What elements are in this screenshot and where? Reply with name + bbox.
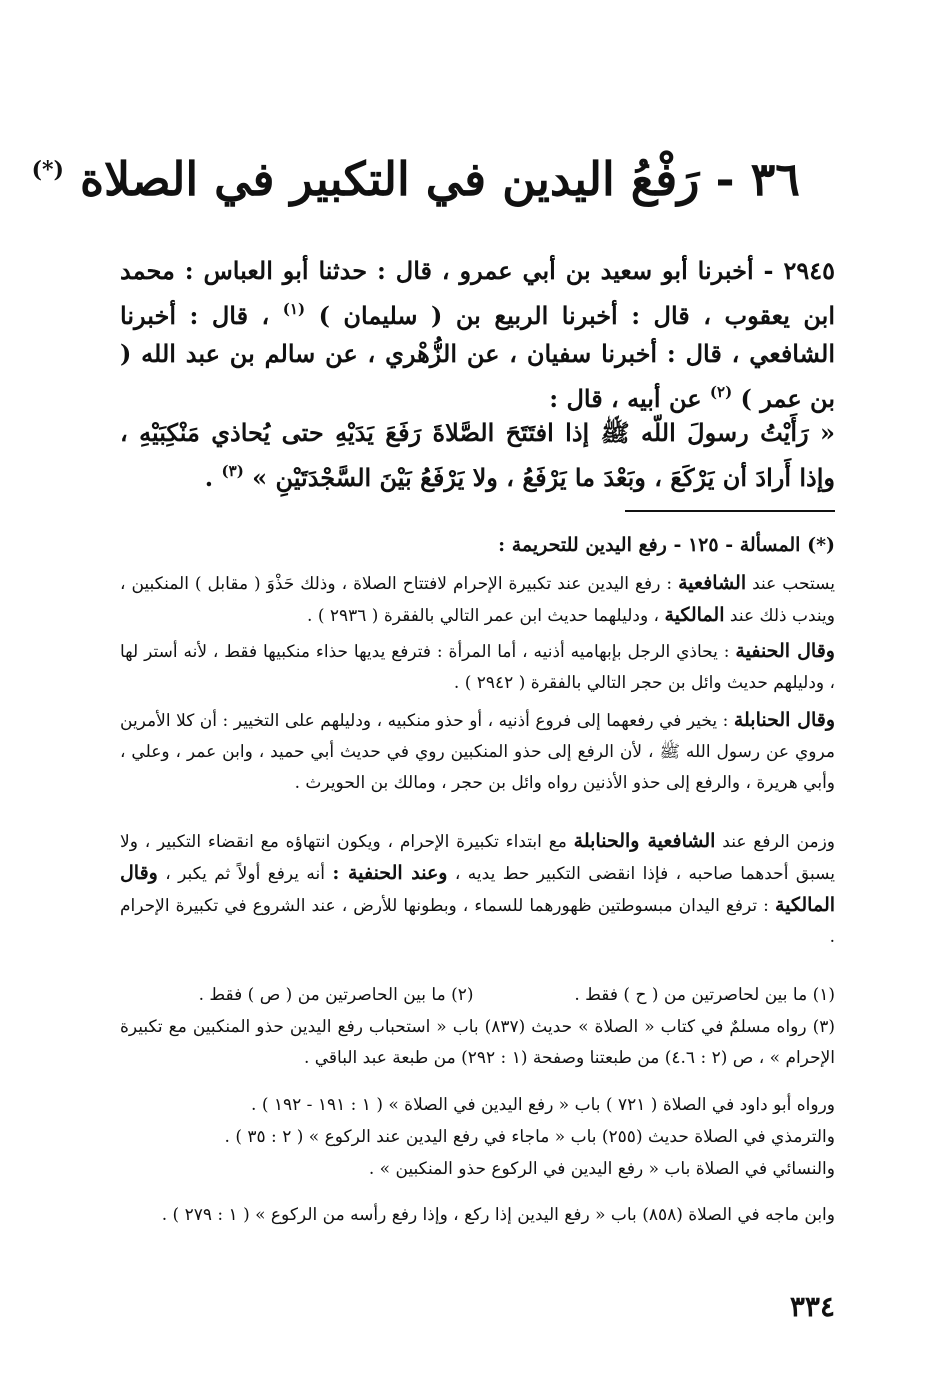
footnote-2: (٢) ما بين الحاصرتين من ( ص ) فقط . bbox=[198, 985, 474, 1005]
note-paragraph-timing bbox=[120, 826, 835, 953]
footnotes-1-2 bbox=[120, 980, 835, 1011]
school-name: وقال المالكية bbox=[120, 862, 836, 916]
note-text: وزمن الرفع عند bbox=[722, 832, 835, 852]
school-name: وقال الحنفية bbox=[735, 640, 835, 662]
note-paragraph-hanafi bbox=[120, 636, 835, 699]
footnote-3-nasai: والنسائي في الصلاة باب « رفع اليدين في الركوع حذو المنكبين » . bbox=[368, 1159, 835, 1179]
footnote-3-tirmidhi: والترمذي في الصلاة حديث (٢٥٥) باب « ماجاء في رفع اليدين عند الركوع » ( ٢ : ٣٥ ) . bbox=[224, 1127, 835, 1147]
note-text: : يخير في رفعهما إلى فروع أذنيه ، أو حذو منكبيه ، ودليلهم على التخيير : أن كلا الأمرين مروي عن رسول الله ﷺ ، لأن الرفع إلى حذو المنكبين روي في حديث أبي حميد ، وابن عمر ، وعلي ، وأبي هريرة ، والرفع إلى حذو الأذنين رواه وائل بن حجر ، ومالك بن الحويرث . bbox=[120, 711, 835, 793]
chapter-title bbox=[31, 140, 800, 209]
footnote-divider bbox=[625, 510, 835, 512]
note-text: : رفع اليدين عند تكبيرة الإحرام لافتتاح الصلاة ، وذلك حَذْوَ ( مقابل ) المنكبين ، ويندب ذلك عند bbox=[120, 574, 835, 626]
note-text: : ترفع اليدان مبسوطتين ظهورهما للسماء ، وبطونها للأرض ، عند الشروع في تكبيرة الإحرام . bbox=[120, 896, 835, 947]
note-text: يستحب عند bbox=[752, 574, 835, 594]
note-text: : يحاذي الرجل بإبهاميه أذنيه ، أما المرأة : فترفع يديها حذاء منكبيها فقط ، لأنه أستر لها ، ودليلهم حديث وائل بن حجر التالي بالفقرة ( ٢٩٤٢ ) . bbox=[120, 642, 835, 693]
hadith-chain-part-1: ٢٩٤٥ - أخبرنا أبو سعيد بن أبي عمرو ، قال : حدثنا أبو العباس : محمد ابن يعقوب ، قال : أخبرنا الربيع بن ( سليمان ) bbox=[120, 256, 836, 330]
school-name: وعند الحنفية : bbox=[332, 862, 448, 884]
footnote-3: (٣) رواه مسلمٌ في كتاب « الصلاة » حديث (٨٣٧) باب « استحباب رفع اليدين حذو المنكبين مع تكبيرة الإحرام » ، ص (٢ : ٤.٦) من طبعتنا وصفحة (١ : ٢٩٢) من طبعة عبد الباقي . bbox=[120, 1017, 836, 1068]
note-paragraph-shafii bbox=[120, 568, 835, 632]
hadith-chain bbox=[120, 252, 835, 418]
hadith-text bbox=[120, 414, 835, 497]
hadith-quote-end: . bbox=[204, 463, 214, 492]
note-text: أنه يرفع أولاً ثم يكبر ، bbox=[165, 864, 325, 884]
hadith-chain-part-2: ، قال : أخبرنا الشافعي ، قال : أخبرنا سفيان ، عن الزُّهْري ، عن سالم بن عبد الله ( بن عمر ) bbox=[120, 301, 835, 413]
footnote-3-abudawud: ورواه أبو داود في الصلاة ( ٧٢١ ) باب « رفع اليدين في الصلاة » ( ١ : ١٩١ - ١٩٢ ) . bbox=[251, 1095, 835, 1115]
footnote-1: (١) ما بين لحاصرتين من ( ح ) فقط . bbox=[574, 985, 835, 1005]
school-name: المالكية bbox=[664, 604, 725, 626]
hadith-chain-part-3: عن أبيه ، قال : bbox=[549, 384, 702, 413]
chapter-title-text: ٣٦ - رَفْعُ اليدين في التكبير في الصلاة bbox=[79, 152, 800, 206]
school-name: الشافعية والحنابلة bbox=[573, 830, 716, 852]
footnote-3-ibnmajah: وابن ماجه في الصلاة (٨٥٨) باب « رفع اليدين إذا ركع ، وإذا رفع رأسه من الركوع » ( ١ : ٢٧٩ ) . bbox=[161, 1205, 835, 1225]
note-heading: (*) المسألة - ١٢٥ - رفع اليدين للتحريمة : bbox=[498, 534, 835, 556]
note-paragraph-hanbali bbox=[120, 705, 835, 799]
school-name: الشافعية bbox=[678, 572, 747, 594]
note-text: ، ودليلهما حديث ابن عمر التالي بالفقرة ( ٢٩٣٦ ) . bbox=[307, 606, 660, 626]
footnote-ref-3: (٣) bbox=[221, 462, 244, 480]
page-number: ٣٣٤ bbox=[789, 1290, 835, 1323]
chapter-title-mark: (*) bbox=[31, 157, 64, 183]
note-text: مع ابتداء تكبيرة الإحرام ، ويكون انتهاؤه مع انقضاء التكبير ، ولا يسبق أحدهما صاحبه ، فإذا انقضى التكبير حط يديه ، bbox=[120, 832, 836, 884]
footnote-ref-2: (٢) bbox=[709, 383, 733, 401]
hadith-quote: « رَأَيْتُ رسولَ اللّه ﷺ إذا افتَتَحَ الصَّلاةَ رَفَعَ يَدَيْهِ حتى يُحاذي مَنْكِبَيْهِ ، وإذا أَرادَ أن يَرْكَعَ ، وبَعْدَ ما يَرْفَعُ ، ولا يَرْفَعُ بَيْنَ السَّجْدَتَيْنِ » bbox=[120, 418, 835, 492]
footnote-ref-1: (١) bbox=[282, 300, 306, 318]
school-name: وقال الحنابلة bbox=[733, 709, 835, 731]
